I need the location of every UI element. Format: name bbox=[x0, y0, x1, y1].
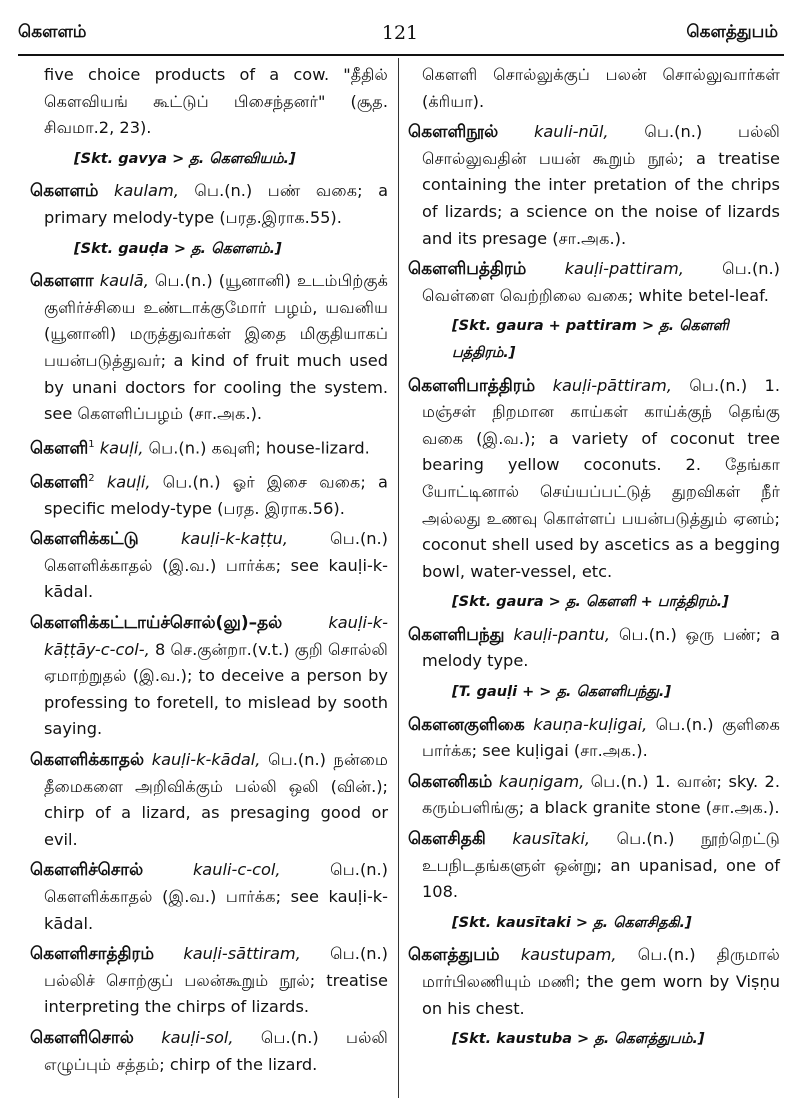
dictionary-entry bbox=[30, 178, 388, 231]
definition: பெ.(n.) பண் வகை; a primary melody-type (பரத.இராக.55). bbox=[44, 181, 388, 227]
etymology-note: [Skt. kaustuba > த. கௌத்துபம்.] bbox=[452, 1031, 705, 1048]
dictionary-entry bbox=[408, 373, 780, 586]
definition: பெ.(n.) 1. மஞ்சள் நிறமான காய்கள் காய்க்குந் தெங்கு வகை (இ.வ.); a variety of coconut tree bearing yellow coconuts. 2. தேங்கா யோட்டினால் செய்யப்பட்டுத் துறவிகள் நீர் அல்லது உணவு கொள்ளப் பயன்படுத்தும் ஏனம்; coconut shell used by ascetics as a begging bowl, water-vessel, etc. bbox=[422, 375, 780, 581]
transliteration: kaustupam, bbox=[520, 945, 617, 965]
headword: கௌளிபத்திரம் bbox=[408, 259, 527, 280]
dictionary-entry bbox=[408, 119, 780, 252]
transliteration: kauḷi-k-kādal, bbox=[151, 750, 261, 770]
etymology-note: [Skt. gavya > த. கௌவியம்.] bbox=[74, 150, 296, 167]
transliteration: kauḷi-k-kaṭṭu, bbox=[180, 529, 288, 549]
headword: கௌளிக்கட்டு bbox=[30, 529, 139, 550]
transliteration: kaulā, bbox=[99, 271, 149, 291]
transliteration: kauṇigam, bbox=[498, 771, 585, 791]
running-head-right: கௌத்துபம் bbox=[686, 22, 778, 42]
headword: கௌளிநூல் bbox=[408, 122, 499, 143]
page-number: 121 bbox=[381, 22, 419, 44]
definition: பெ.(n.) கௌளிக்காதல் (இ.வ.) பார்க்க; see kauḷi-k-kādal. bbox=[44, 860, 388, 933]
dictionary-entry bbox=[30, 432, 388, 462]
transliteration: kauḷi, bbox=[106, 472, 151, 492]
headword: கௌளிச்சொல் bbox=[30, 860, 144, 881]
column-divider bbox=[398, 58, 399, 1098]
transliteration: kauḷi-pāttiram, bbox=[552, 375, 672, 395]
etymology-note: [Skt. gaura + pattiram > த. கௌளி பத்திரம்.] bbox=[452, 318, 729, 361]
definition: பெ.(n.) கௌளிக்காதல் (இ.வ.) பார்க்க; see kauḷi-k-kādal. bbox=[44, 529, 388, 602]
left-column bbox=[30, 62, 388, 1082]
transliteration: kauḷi-sāttiram, bbox=[183, 944, 301, 964]
dictionary-entry bbox=[408, 942, 780, 1022]
transliteration: kauḷi, bbox=[99, 438, 144, 458]
definition: பெ.(n.) வெள்ளை வெற்றிலை வகை; white betel-leaf. bbox=[422, 259, 780, 305]
etymology-note: [Skt. gaura > த. கௌளி + பாத்திரம்.] bbox=[452, 594, 729, 611]
dictionary-entry bbox=[408, 256, 780, 309]
dictionary-entry bbox=[30, 1025, 388, 1078]
etymology-note: [Skt. kausītaki > த. கௌசிதகி.] bbox=[452, 914, 692, 931]
transliteration: kauḷi-pantu, bbox=[513, 624, 611, 644]
headword: கௌனிகம் bbox=[408, 771, 493, 792]
definition: 8 செ.குன்றா.(v.t.) குறி சொல்லி ஏமாற்றுதல் (இ.வ.); to deceive a person by professing to foretell, to mislead by sooth saying. bbox=[44, 639, 388, 739]
dictionary-entry bbox=[408, 712, 780, 765]
headword: கௌளிக்காதல் bbox=[30, 750, 145, 771]
headword: கௌளிக்கட்டாய்ச்சொல்(லு)–தல் bbox=[30, 613, 283, 634]
definition: பெ.(n.) குளிகை பார்க்க; see kuḷigai (சா.அக.). bbox=[422, 714, 780, 761]
definition: பெ.(n.) 1. வான்; sky. 2. கரும்பளிங்கு; a black granite stone (சா.அக.). bbox=[422, 771, 780, 818]
entry-continuation: five choice products of a cow. "தீதில் கௌவியங் கூட்டுப் பிசைந்தனர்" (சூத. சிவமா.2, 23). bbox=[44, 65, 388, 138]
running-head-left: கௌளம் bbox=[18, 22, 87, 42]
headword: கௌளிசாத்திரம் bbox=[30, 944, 154, 965]
definition: பெ.(n.) பல்லி எழுப்பும் சத்தம்; chirp of the lizard. bbox=[44, 1027, 388, 1074]
definition: பெ.(n.) நூற்றெட்டு உபநிடதங்களுள் ஒன்று; an upanisad, one of 108. bbox=[422, 829, 780, 902]
transliteration: kauṇa-kuḷigai, bbox=[533, 714, 648, 734]
right-column bbox=[408, 62, 780, 1059]
headword: கௌளிபாத்திரம் bbox=[408, 375, 536, 396]
headword: கௌனகுளிகை bbox=[408, 714, 525, 735]
definition: பெ.(n.) திருமால் மார்பிலணியும் மணி; the gem worn by Viṣṇu on his chest. bbox=[422, 945, 780, 1018]
dictionary-entry bbox=[30, 466, 388, 523]
transliteration: kauli-nūl, bbox=[534, 122, 609, 142]
dictionary-entry bbox=[30, 857, 388, 937]
dictionary-entry bbox=[408, 769, 780, 822]
header-rule bbox=[18, 54, 784, 56]
transliteration: kausītaki, bbox=[512, 829, 591, 849]
homonym-number: 1 bbox=[88, 438, 95, 450]
definition: பெ.(n.) ஒரு பண்; a melody type. bbox=[422, 624, 780, 671]
entry-continuation: கௌளி சொல்லுக்குப் பலன் சொல்லுவார்கள் (க்ரியா). bbox=[422, 65, 780, 111]
transliteration: kauḷi-sol, bbox=[161, 1027, 234, 1047]
definition: பெ.(n.) பல்லிச் சொற்குப் பலன்கூறும் நூல்; treatise interpreting the chirps of lizards. bbox=[44, 944, 388, 1017]
etymology-note: [Skt. gauḍa > த. கௌளம்.] bbox=[74, 240, 282, 257]
headword: கௌசிதகி bbox=[408, 829, 486, 850]
headword: கௌளா bbox=[30, 271, 94, 292]
headword: கௌளி bbox=[30, 472, 89, 493]
dictionary-entry bbox=[408, 826, 780, 906]
headword: கௌளம் bbox=[30, 181, 99, 202]
transliteration: kaulam, bbox=[114, 181, 179, 201]
transliteration: kauḷi-pattiram, bbox=[564, 259, 684, 279]
definition: பெ.(n.) (யூனானி) உடம்பிற்குக் குளிர்ச்சியை உண்டாக்குமோர் பழம், யவனிய (யூனானி) மருத்துவர்கள் இதை மிகுதியாகப் பயன்படுத்துவர்; a kind of fruit much used by unani doctors for cooling the system. see கௌளிப்பழம் (சா.அக.). bbox=[44, 271, 388, 424]
dictionary-entry bbox=[408, 622, 780, 675]
transliteration: kauli-c-col, bbox=[192, 860, 281, 880]
dictionary-entry bbox=[30, 268, 388, 428]
definition: பெ.(n.) கவுளி; house-lizard. bbox=[148, 438, 370, 458]
definition: பெ.(n.) ஓர் இசை வகை; a specific melody-type (பரத. இராக.56). bbox=[44, 472, 388, 518]
dictionary-entry bbox=[30, 941, 388, 1021]
definition: பெ.(n.) பல்லி சொல்லுவதின் பயன் கூறும் நூல்; a treatise containing the inter pretation of the chrips of lizards; a science on the noise of lizards and its presage (சா.அக.). bbox=[422, 122, 780, 248]
definition: பெ.(n.) நன்மை தீமைகளை அறிவிக்கும் பல்லி ஒலி (வின்.); chirp of a lizard, as presaging good or evil. bbox=[44, 750, 388, 849]
homonym-number: 2 bbox=[88, 472, 95, 484]
dictionary-entry bbox=[30, 747, 388, 853]
etymology-note: [T. gauḷi + > த. கௌளிபந்து.] bbox=[452, 684, 671, 701]
headword: கௌளிபந்து bbox=[408, 624, 505, 645]
transliteration: kauḷi-k-kāṭṭāy-c-col-, bbox=[44, 613, 388, 659]
dictionary-entry bbox=[30, 526, 388, 606]
headword: கௌளிசொல் bbox=[30, 1027, 134, 1048]
dictionary-entry bbox=[30, 610, 388, 743]
headword: கௌத்துபம் bbox=[408, 945, 500, 966]
headword: கௌளி bbox=[30, 438, 89, 459]
